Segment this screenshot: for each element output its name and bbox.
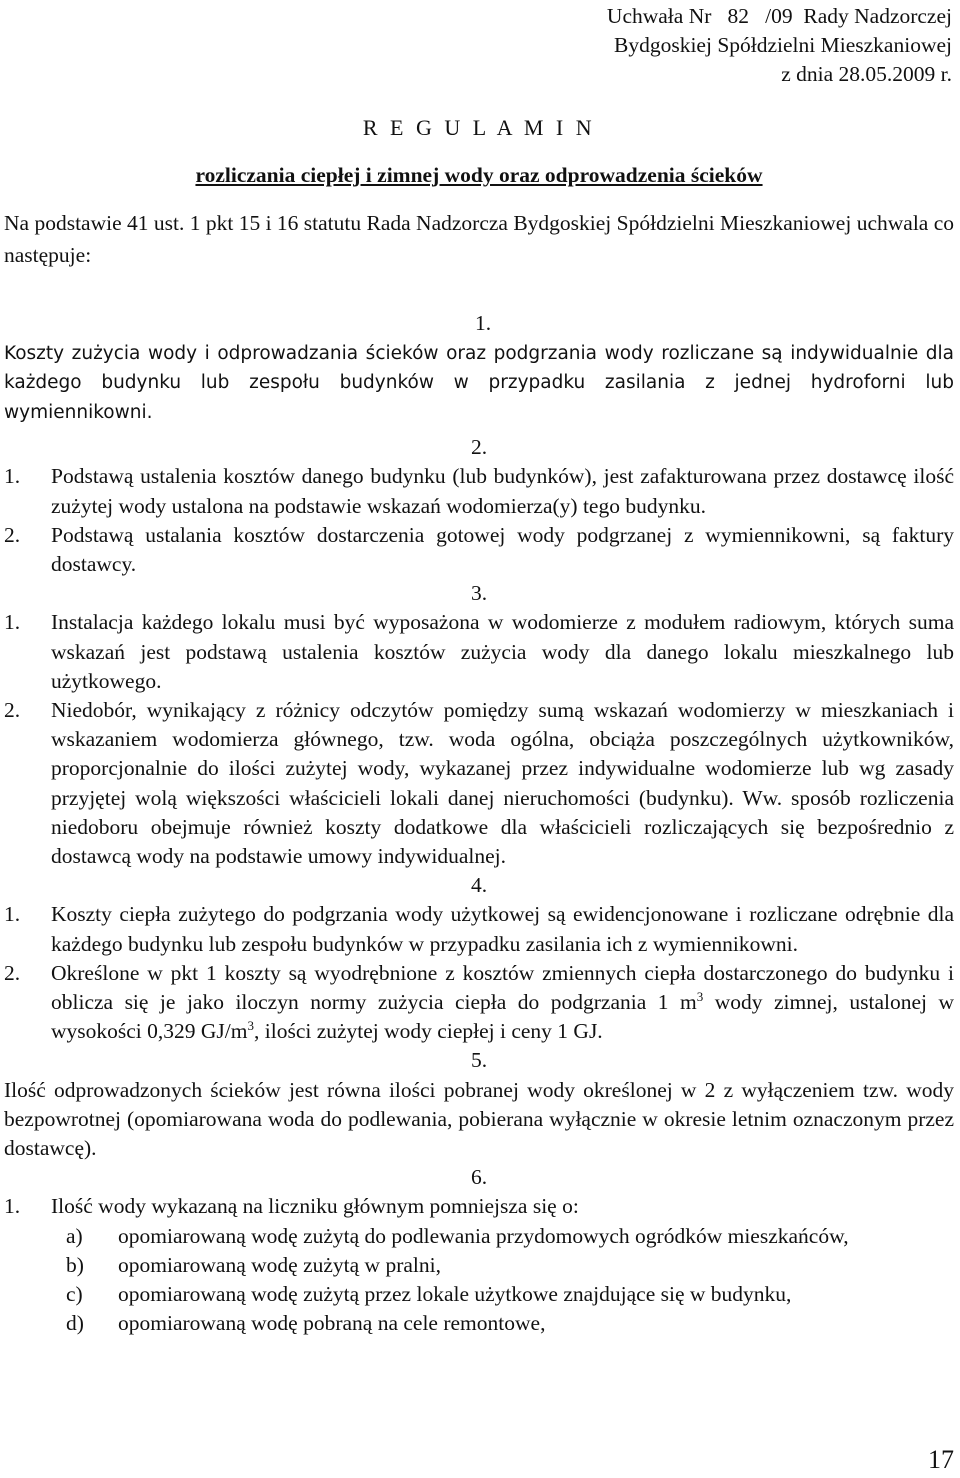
item-number: 2.	[4, 697, 21, 722]
section-1-text: Koszty zużycia wody i odprowadzania ścieków oraz podgrzania wody rozliczane są indywidualnie dla każdego budynku lub zespołu budynków w przypadku zasilania z jednej hydroforni lub wymiennikowni.	[4, 342, 954, 423]
document-subtitle: rozliczania ciepłej i zimnej wody oraz odprowadzenia ścieków	[195, 163, 763, 188]
header-line-1: Uchwała Nr 82 /09 Rady Nadzorczej	[606, 4, 952, 28]
section-3-heading: 3.	[470, 581, 488, 606]
section-4-item-2	[4, 959, 954, 1047]
intro-text: Na podstawie 41 ust. 1 pkt 15 i 16 statutu Rada Nadzorcza Bydgoskiej Spółdzielni Mieszkaniowej uchwala co następuje:	[4, 211, 954, 268]
item-text: Podstawą ustalania kosztów dostarczenia gotowej wody podgrzanej z wymiennikowni, są faktury dostawcy.	[51, 522, 954, 576]
superscript-cubic: 3	[696, 988, 704, 1004]
section-6-heading: 6.	[470, 1165, 488, 1190]
section-6-subitem-b	[4, 1251, 954, 1280]
resolution-header	[4, 0, 952, 89]
subitem-text: opomiarowaną wodę pobraną na cele remontowe,	[118, 1311, 546, 1336]
item-text: Niedobór, wynikający z różnicy odczytów pomiędzy sumą wskazań wodomierzy w mieszkaniach i wskazaniem wodomierza głównego, tzw. woda ogólna, obciąża poszczególnych użytkowników, proporcjonalnie do ilości zużytej wody, wykazanej przez indywidualne wodomierze lub wg zasady przyjętej wolą większości właścicieli lokali danej nieruchomości (budynku). Ww. sposób rozliczenia niedoboru obejmuje również koszty dodatkowe dla właścicieli rozliczających się bezpośrednio z dostawcą wody na podstawie umowy indywidualnej.	[51, 697, 954, 868]
document-title: R E G U L A M I N	[362, 115, 596, 140]
item-text: Podstawą ustalenia kosztów danego budynku (lub budynków), jest zafakturowana przez dostawcę ilość zużytej wody ustalona na podstawie wskazań wodomierza(y) tego budynku.	[51, 464, 954, 518]
item-text: Ilość wody wykazaną na liczniku głównym pomniejsza się o:	[51, 1194, 579, 1219]
section-6-item-1	[4, 1192, 954, 1221]
section-2-heading: 2.	[470, 435, 488, 460]
item-number: 2.	[4, 960, 21, 985]
document-page	[4, 0, 954, 1338]
subitem-letter: d)	[66, 1311, 84, 1336]
section-6-subitem-a	[4, 1222, 954, 1251]
item-text: Koszty ciepła zużytego do podgrzania wody użytkowej są ewidencjonowane i rozliczane odrębnie dla każdego budynku lub zespołu budynków w przypadku zasilania ich z wymiennikowni.	[51, 902, 954, 956]
section-5-heading: 5.	[470, 1048, 488, 1073]
item-number: 1.	[4, 902, 21, 927]
item-text-part-a: Określone w pkt 1 koszty są wyodrębnione z kosztów zmiennych ciepła dostarczonego do budynku i oblicza się je jako iloczyn normy zużycia ciepła do podgrzania 1 m	[51, 960, 954, 1014]
item-text: Instalacja każdego lokalu musi być wyposażona w wodomierze z modułem radiowym, których suma wskazań jest podstawą ustalenia kosztów zużycia wody dla danego lokalu mieszkalnego lub użytkowego.	[51, 610, 954, 693]
intro-paragraph	[4, 207, 954, 271]
item-text-part-b: wody zimnej, ustalonej w wysokości 0,329 GJ/m	[51, 989, 954, 1044]
section-2-item-1	[4, 462, 954, 520]
section-3-item-2	[4, 696, 954, 871]
section-4-item-1	[4, 900, 954, 958]
item-number: 1.	[4, 1194, 21, 1219]
item-number: 1.	[4, 464, 21, 489]
section-2-item-2	[4, 521, 954, 579]
header-line-3: z dnia 28.05.2009 r.	[781, 62, 952, 86]
section-5-text: Ilość odprowadzonych ścieków jest równa ilości pobranej wody określonej w 2 z wyłączeniem tzw. wody bezpowrotnej (opomiarowana woda do podlewania, pobierana wyłącznie w okresie letnim oznaczonym przez dostawcę).	[4, 1077, 954, 1160]
subitem-text: opomiarowaną wodę zużytą do podlewania przydomowych ogródków mieszkańców,	[118, 1223, 849, 1248]
subitem-text: opomiarowaną wodę zużytą przez lokale użytkowe znajdujące się w budynku,	[118, 1282, 792, 1306]
section-3-item-1	[4, 608, 954, 696]
subitem-text: opomiarowaną wodę zużytą w pralni,	[118, 1252, 441, 1277]
item-number: 1.	[4, 610, 21, 635]
page-number: 17	[928, 1444, 954, 1474]
section-6-subitem-d	[4, 1309, 954, 1338]
subitem-letter: a)	[66, 1223, 83, 1248]
subitem-letter: c)	[66, 1282, 83, 1306]
section-4-heading: 4.	[470, 873, 488, 898]
header-line-2: Bydgoskiej Spółdzielni Mieszkaniowej	[614, 33, 952, 57]
subitem-letter: b)	[66, 1252, 84, 1277]
section-1-heading: 1.	[474, 311, 492, 336]
superscript-cubic: 3	[247, 1018, 254, 1034]
item-text-part-c: , ilości zużytej wody ciepłej i ceny 1 GJ.	[254, 1019, 603, 1044]
item-text	[51, 959, 954, 1047]
item-number: 2.	[4, 522, 21, 547]
section-6-subitem-c	[4, 1280, 954, 1309]
